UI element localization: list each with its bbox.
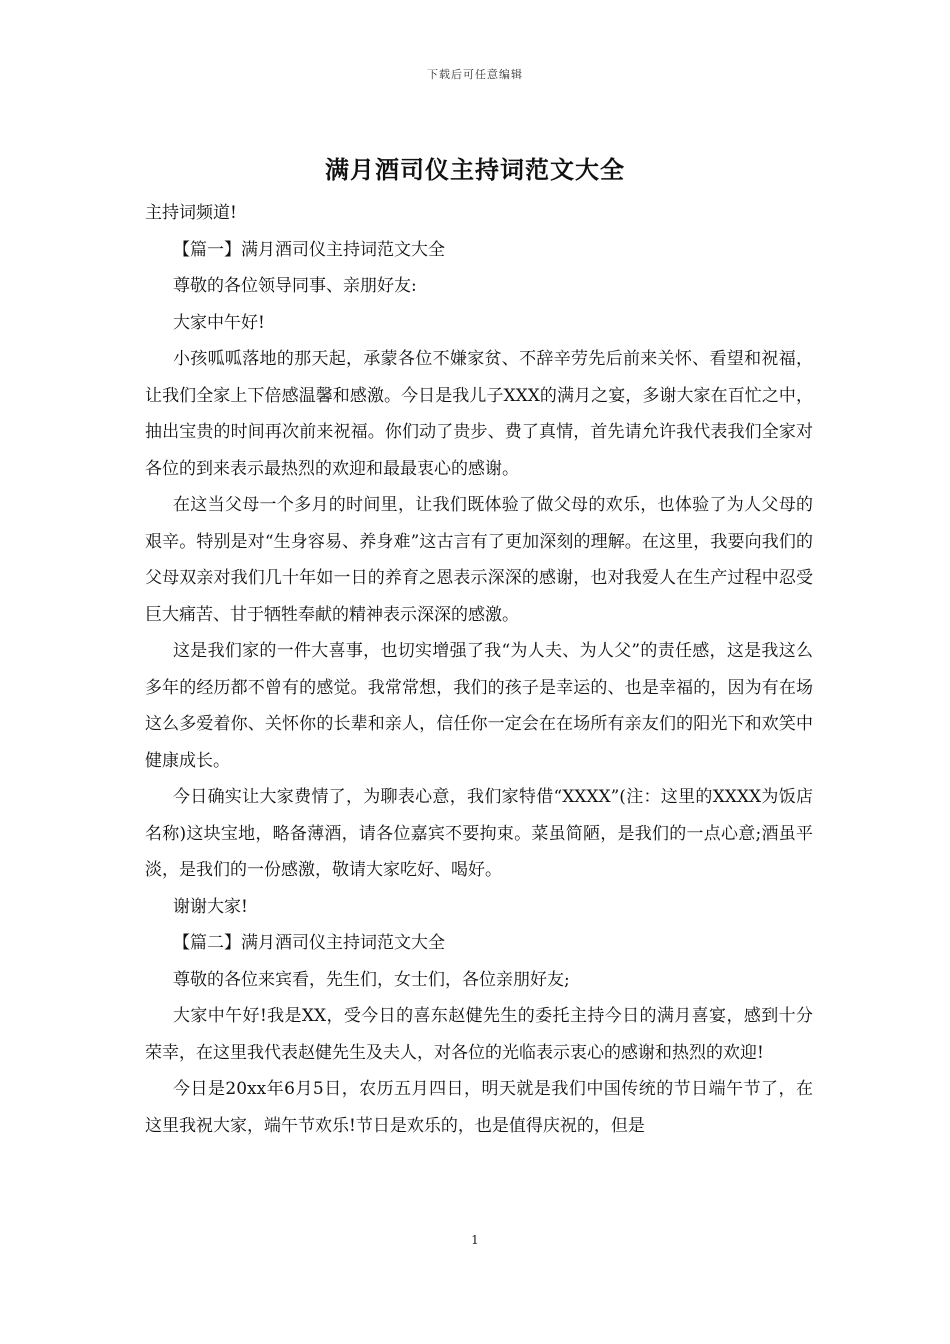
section-heading-1: 【篇一】满月酒司仪主持词范文大全 xyxy=(173,239,445,260)
paragraph-body: 这是我们家的一件大喜事，也切实增强了我“为人夫、为人父”的责任感，这是我这么多年的经历都不曾有的感觉。我常常想，我们的孩子是幸运的、也是幸福的，因为有在场这么多爱着你、关怀你的长辈和亲人，信任你一定会在在场所有亲友们的阳光下和欢笑中健康成长。 xyxy=(145,641,813,771)
paragraph-body: 在这当父母一个多月的时间里，让我们既体验了做父母的欢乐，也体验了为人父母的艰辛。特别是对“生身容易、养身难”这古言有了更加深刻的理解。在这里，我要向我们的父母双亲对我们几十年如一日的养育之恩表示深深的感谢，也对我爱人在生产过程中忍受巨大痛苦、甘于牺牲奉献的精神表示深深的感激。 xyxy=(145,495,813,625)
paragraph-greeting-2: 尊敬的各位来宾看，先生们，女士们，各位亲朋好友; xyxy=(173,969,570,990)
paragraph-body: 小孩呱呱落地的那天起，承蒙各位不嫌家贫、不辞辛劳先后前来关怀、看望和祝福，让我们全家上下倍感温馨和感激。今日是我儿子XXX的满月之宴，多谢大家在百忙之中，抽出宝贵的时间再次前来祝福。你们动了贵步、费了真情，首先请允许我代表我们全家对各位的到来表示最热烈的欢迎和最最衷心的感谢。 xyxy=(145,349,813,479)
paragraph-body: 今日确实让大家费情了，为聊表心意，我们家特借“XXXX”(注：这里的XXXX为饭店名称)这块宝地，略备薄酒，请各位嘉宾不要拘束。菜虽简陋，是我们的一点心意;酒虽平淡，是我们的一份感激，敬请大家吃好、喝好。 xyxy=(145,787,813,880)
page-number: 1 xyxy=(471,1233,479,1247)
header-note: 下载后可任意编辑 xyxy=(427,68,523,81)
document-body xyxy=(145,195,813,1144)
section-heading-2: 【篇二】满月酒司仪主持词范文大全 xyxy=(173,933,445,953)
paragraph-body: 大家中午好!我是XX，受今日的喜东赵健先生的委托主持今日的满月喜宴，感到十分荣幸，在这里我代表赵健先生及夫人，对各位的光临表示衷心的感谢和热烈的欢迎! xyxy=(145,1006,813,1063)
paragraph-thanks: 谢谢大家! xyxy=(173,896,248,917)
paragraph-intro: 主持词频道! xyxy=(145,203,237,223)
paragraph-hello-1: 大家中午好! xyxy=(173,312,265,333)
paragraph-body: 今日是20xx年6月5日，农历五月四日，明天就是我们中国传统的节日端午节了，在这里我祝大家，端午节欢乐!节日是欢乐的，也是值得庆祝的，但是 xyxy=(145,1079,813,1136)
paragraph-greeting-1: 尊敬的各位领导同事、亲朋好友: xyxy=(173,276,417,296)
document-title: 满月酒司仪主持词范文大全 xyxy=(325,155,625,184)
